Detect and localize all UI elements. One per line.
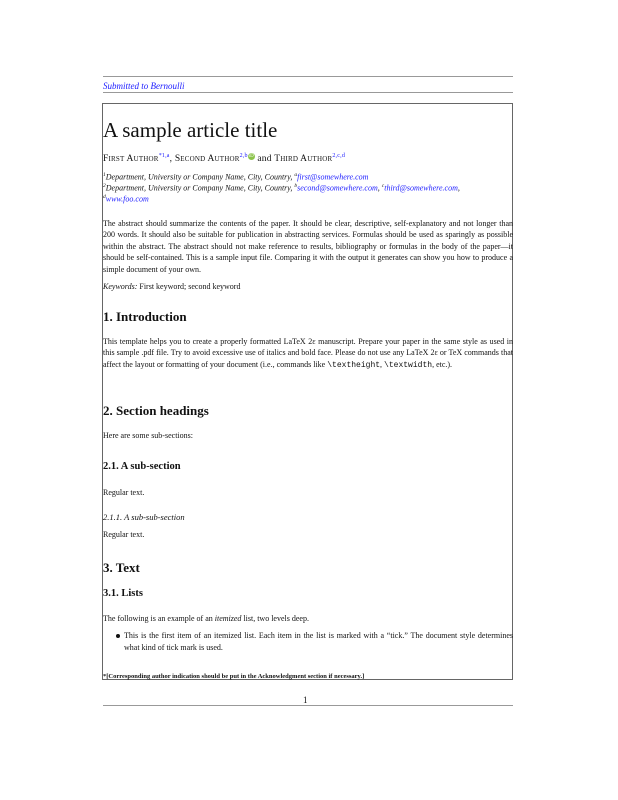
corresponding-author-footnote: *[Corresponding author indication should be put in the Acknowledgment section if necessary.] bbox=[103, 673, 365, 680]
email-third[interactable]: third@somewhere.com bbox=[384, 183, 458, 193]
affiliation-3: $^d$www.foo.com bbox=[103, 194, 149, 204]
affiliation-1-text: Department, University or Company Name, City, Country, bbox=[105, 172, 293, 182]
section-heading-3: 3. Text bbox=[103, 560, 140, 575]
lists-text-em: itemized bbox=[214, 614, 242, 623]
section-heading-2: 2. Section headings bbox=[103, 403, 209, 418]
author-third: Third Author bbox=[274, 154, 333, 165]
author-first: First Author bbox=[103, 154, 159, 165]
subsubsection-2-1-1-text: Regular text. bbox=[103, 530, 145, 539]
introduction-text: This template helps you to create a properly formatted LaTeX 2ε manuscript. Prepare your paper in the same style as used in this sample .pdf file. Try to avoid excessive use of italics and bold face. Please do not use any LaTeX 2ε or TeX commands that affect the layout or formatting of your document (i.e., commands like bbox=[103, 337, 513, 369]
section-2-text: Here are some sub-sections: bbox=[103, 431, 193, 440]
lists-text-pre: The following is an example of an bbox=[103, 614, 215, 623]
keywords bbox=[103, 282, 240, 291]
abstract: The abstract should summarize the contents of the paper. It should be clear, descriptive, self-explanatory and not longer than 200 words. It should also be suitable for publication in abstracting services. Formulas should be used as sparingly as possible within the abstract. The abstract should not make reference to results, bibliography or formulas in the body of the paper—it should be self-contained. This is a sample input file. Comparing it with the output it generates can show you how to produce a simple document of your own. bbox=[103, 219, 513, 274]
introduction-paragraph: This template helps you to create a properly formatted LaTeX 2ε manuscript. Prepare your paper in the same style as used in this sample .pdf file. Try to avoid excessive use of italics and bold face. Please do not use any LaTeX 2ε or TeX commands that affect the layout or formatting of your document (i.e., commands like \textheight, \textwidth, etc.). bbox=[103, 337, 513, 370]
article-title: A sample article title bbox=[103, 118, 278, 142]
author-second-marks[interactable]: 2,b bbox=[239, 153, 248, 159]
header-top-rule bbox=[103, 76, 513, 77]
list-item: This is the first item of an itemized list. Each item in the list is marked with a “tick.” The document style determines what kind of tick mark is used. bbox=[124, 631, 513, 652]
orcid-icon[interactable]: iD bbox=[248, 154, 254, 159]
introduction-end: , etc.). bbox=[432, 359, 453, 369]
subsection-heading-3-1: 3.1. Lists bbox=[103, 588, 143, 599]
bullet-marker bbox=[116, 634, 120, 638]
subsection-heading-2-1: 2.1. A sub-section bbox=[103, 461, 181, 472]
command-textheight: \textheight bbox=[327, 360, 381, 370]
subsubsection-heading-2-1-1: 2.1.1. A sub-sub-section bbox=[103, 512, 185, 522]
journal-name[interactable]: Submitted to Bernoulli bbox=[103, 81, 185, 91]
author-second: Second Author bbox=[174, 154, 240, 165]
author-first-marks[interactable]: *1,a bbox=[158, 153, 170, 159]
page-number: 1 bbox=[303, 695, 308, 705]
author-third-marks[interactable] bbox=[332, 153, 345, 159]
email-second[interactable]: second@somewhere.com bbox=[297, 183, 378, 193]
lists-text-post: list, two levels deep. bbox=[241, 614, 309, 623]
header-bottom-rule bbox=[103, 92, 513, 93]
author-third-marks-text: 2,c,d bbox=[332, 153, 346, 159]
affiliation-2-text: Department, University or Company Name, City, Country, bbox=[105, 183, 293, 193]
homepage-link[interactable]: www.foo.com bbox=[105, 194, 149, 204]
keywords-text: First keyword; second keyword bbox=[139, 282, 241, 291]
affiliation-1: $^1$Department, University or Company Name, City, Country, $^a$first@somewhere.com bbox=[103, 172, 369, 182]
affiliation-2: $^2$Department, University or Company Name, City, Country, $^b$second@somewhere.com, $^c$third@somewhere.com, bbox=[103, 183, 460, 193]
subsection-2-1-text: Regular text. bbox=[103, 488, 145, 497]
command-textwidth: \textwidth bbox=[384, 360, 433, 370]
section-heading-introduction: 1. Introduction bbox=[103, 309, 187, 324]
email-first[interactable]: first@somewhere.com bbox=[297, 172, 369, 182]
subsection-3-1-text bbox=[103, 614, 309, 623]
author-separator: , bbox=[169, 154, 175, 165]
author-list bbox=[103, 153, 345, 164]
keywords-label: Keywords: bbox=[103, 282, 138, 291]
author-and: and bbox=[254, 154, 275, 165]
footer-rule bbox=[103, 705, 513, 706]
